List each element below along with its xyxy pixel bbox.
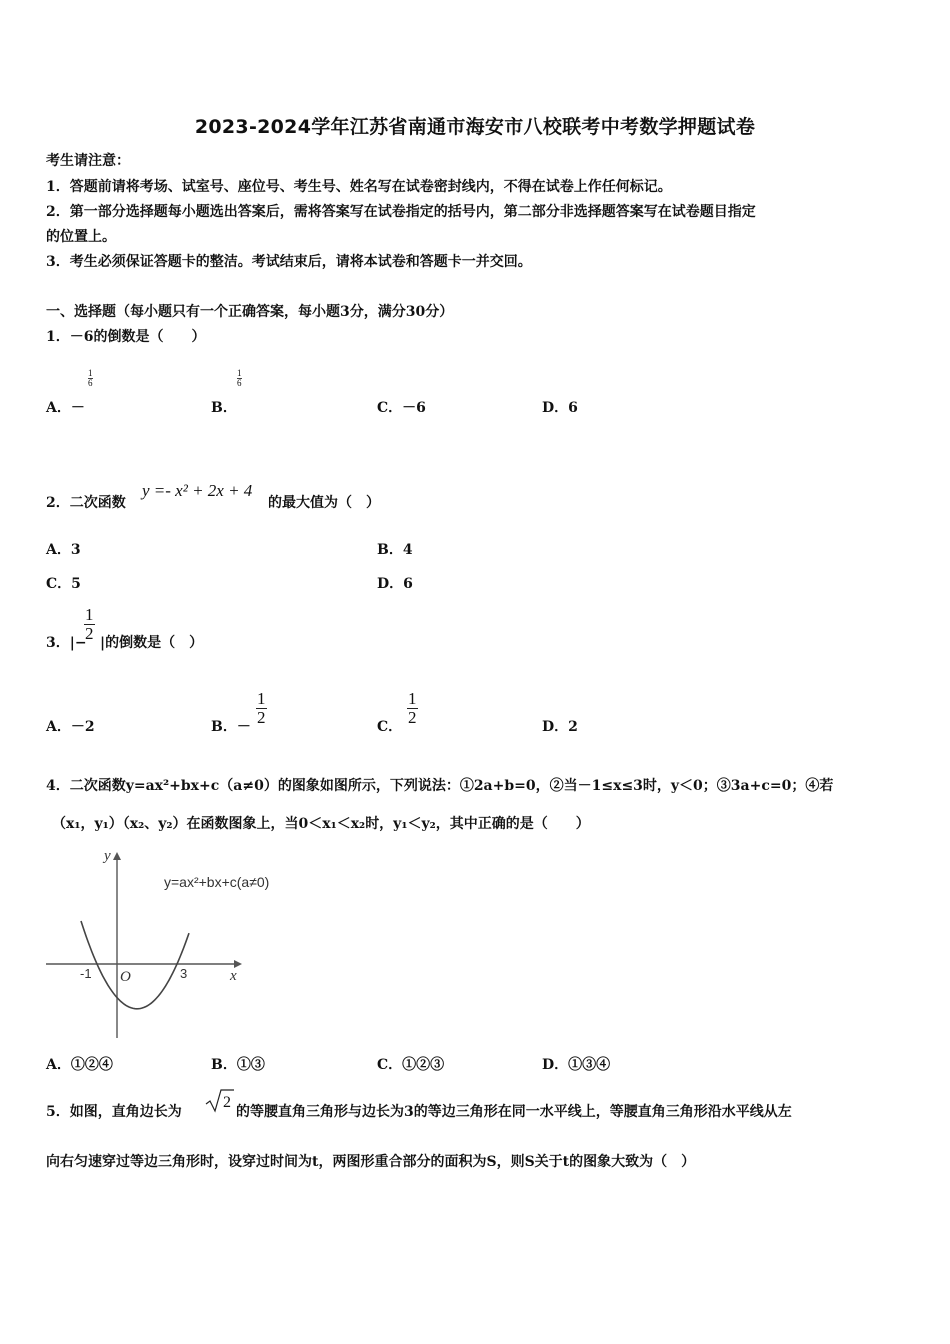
q3-suffix: |的倒数是（ ） bbox=[100, 635, 204, 651]
notice-item-2: 2．第一部分选择题每小题选出答案后，需将答案写在试卷指定的括号内，第二部分非选择题答案写在试卷题目指定 bbox=[46, 204, 756, 220]
tick-label-pos: 3 bbox=[180, 966, 188, 981]
q2-option-c: C．5 bbox=[46, 576, 81, 592]
notice-item-1: 1．答题前请将考场、试室号、座位号、考生号、姓名写在试卷密封线内，不得在试卷上作任何标记。 bbox=[46, 179, 672, 195]
sqrt-symbol bbox=[205, 1088, 235, 1114]
q5-prefix: 5．如图，直角边长为 bbox=[46, 1104, 182, 1120]
q5-line-2: 向右匀速穿过等边三角形时，设穿过时间为t，两图形重合部分的面积为S，则S关于t的图象大致为（ ） bbox=[46, 1154, 696, 1170]
q4-option-d: D．①③④ bbox=[542, 1057, 611, 1073]
y-axis-label: y bbox=[104, 848, 111, 864]
q3-fraction: $\frac{1}{2}$ bbox=[85, 605, 94, 643]
parabola-graph bbox=[44, 842, 294, 1042]
x-axis-label: x bbox=[230, 968, 237, 984]
tick-label-neg: -1 bbox=[80, 966, 92, 981]
q1-option-d: D．6 bbox=[542, 400, 578, 416]
q1-stem: 1．－6的倒数是（ ） bbox=[46, 329, 206, 345]
q2-option-a: A．3 bbox=[46, 542, 81, 558]
q2-formula: y =- x² + 2x + 4 bbox=[142, 481, 253, 500]
q5-suffix: 的等腰直角三角形与边长为3的等边三角形在同一水平线上，等腰直角三角形沿水平线从左 bbox=[236, 1104, 792, 1120]
q1-a-fraction: $\frac{1}{6}$ bbox=[88, 368, 93, 388]
q3-option-c: C． bbox=[377, 719, 403, 735]
q1-b-fraction: $\frac{1}{6}$ bbox=[237, 368, 242, 388]
parabola-curve bbox=[81, 921, 189, 1009]
page-title: 2023-2024学年江苏省南通市海安市八校联考中考数学押题试卷 bbox=[194, 116, 756, 138]
q3-option-b: B．－ bbox=[211, 719, 251, 735]
graph-equation: y=ax²+bx+c(a≠0) bbox=[164, 874, 270, 890]
q2-option-d: D．6 bbox=[377, 576, 413, 592]
q1-option-c: C．－6 bbox=[377, 400, 426, 416]
q3-option-d: D．2 bbox=[542, 719, 578, 735]
section-heading: 一、选择题（每小题只有一个正确答案，每小题3分，满分30分） bbox=[46, 304, 454, 320]
origin-label: O bbox=[120, 969, 131, 985]
sqrt-radicand: 2 bbox=[223, 1094, 231, 1111]
notice-heading: 考生请注意： bbox=[46, 153, 130, 169]
q4-option-c: C．①②③ bbox=[377, 1057, 445, 1073]
q2-suffix: 的最大值为（ ） bbox=[268, 495, 380, 511]
q4-line-2: （x₁，y₁）（x₂、y₂）在函数图象上，当0＜x₁＜x₂时，y₁＜y₂，其中正确的是（ ） bbox=[52, 816, 590, 832]
y-axis-arrow bbox=[113, 852, 121, 860]
q2-prefix: 2．二次函数 bbox=[46, 495, 126, 511]
x-axis-arrow bbox=[234, 960, 242, 968]
q3-prefix: 3．|− bbox=[46, 635, 87, 651]
q1-option-a: A．－ bbox=[46, 400, 85, 416]
q4-option-a: A．①②④ bbox=[46, 1057, 113, 1073]
q4-line-1: 4．二次函数y=ax²+bx+c（a≠0）的图象如图所示，下列说法：①2a+b=0，②当－1≤x≤3时，y＜0；③3a+c=0；④若 bbox=[46, 778, 834, 794]
q3-option-a: A．－2 bbox=[46, 719, 95, 735]
notice-item-3: 3．考生必须保证答题卡的整洁。考试结束后，请将本试卷和答题卡一并交回。 bbox=[46, 254, 532, 270]
q1-option-b: B． bbox=[211, 400, 237, 416]
notice-item-2-cont: 的位置上。 bbox=[46, 229, 116, 245]
q4-option-b: B．①③ bbox=[211, 1057, 265, 1073]
q3-b-fraction: $\frac{1}{2}$ bbox=[257, 689, 266, 727]
q2-option-b: B．4 bbox=[377, 542, 413, 558]
q3-c-fraction: $\frac{1}{2}$ bbox=[408, 689, 417, 727]
